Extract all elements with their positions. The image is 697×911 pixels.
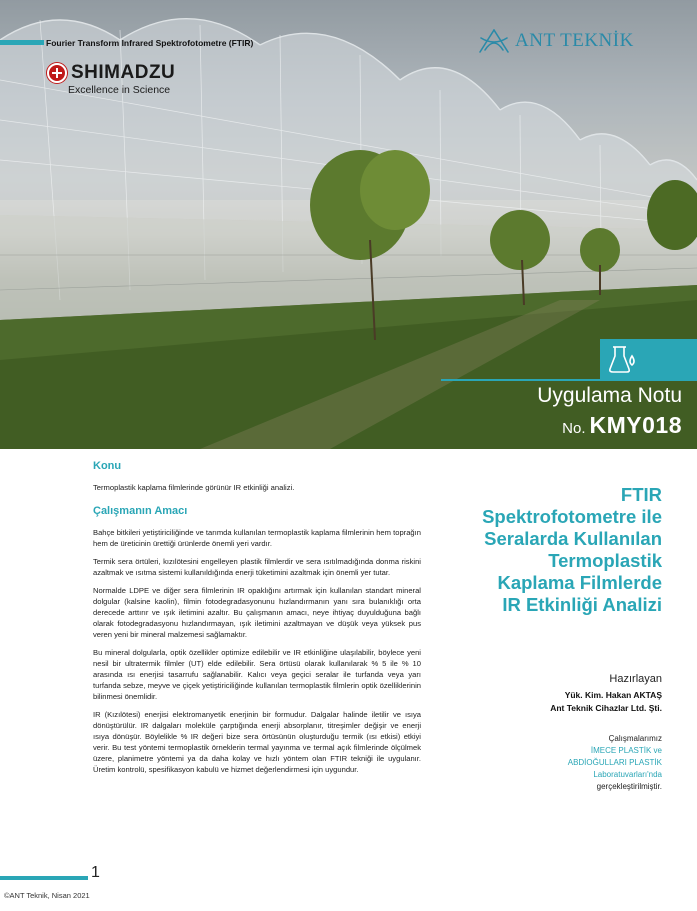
app-note-number-label: No. bbox=[562, 420, 586, 437]
title-line: Kaplama Filmlerde bbox=[497, 572, 662, 593]
lab-name: Laboratuvarları'nda bbox=[593, 770, 662, 779]
category-label: Fourier Transform Infrared Spektrofotometre (FTIR) bbox=[46, 38, 254, 48]
prepared-label: Hazırlayan bbox=[609, 673, 662, 685]
paragraph: Bu mineral dolgularla, optik özellikler optimize edilebilir ve IR etkinliğine ulaşılabilir, böylece yeni nesil bir ultratermik filmler (UT) elde edilebilir. Sera örtüsü olarak kullanılarak % 5 ile % 10 arasında ısı enerjisi tasarrufu sağlanabilir. Kalıcı veya geçici seralar ile turfanda veya yarı turfanda sebze, meyve ve çiçek yetiştiriciliğinde kullanılan termoplastik filmlerin optik özelliklerinin bilinmesi önemlidir. bbox=[93, 648, 421, 701]
copyright: ©ANT Teknik, Nisan 2021 bbox=[4, 891, 90, 900]
title-line: IR Etkinliği Analizi bbox=[502, 594, 662, 615]
ant-emblem-icon bbox=[477, 26, 511, 56]
app-note-divider bbox=[441, 379, 697, 381]
paragraph: IR (Kızılötesi) enerjisi elektromanyetik enerjinin bir formudur. Dalgalar halinde iletilir ve ısıya dönüştürülür. IR dalgaları moleküle çarptığında enerji absorplanır, titreşimler değişir ve enerji ısıya dönüşür. Böylelikle % IR değeri bize sera örtüsünün oluşturduğu termik (ısı etkisi) etkiyi verir. Bu test yöntemi termoplastik örneklerin termal yayınma ve termal açık filmlerinde ölçülmek üzere, planimetre yöntemi ya da daha kolay ve hızlı yöntem olan FTIR tekniği ile uygulanır. Üretim kontrolü, spesifikasyon kabulü ve hizmet değerlendirmesi için uygundur. bbox=[93, 710, 421, 774]
shimadzu-emblem-icon bbox=[47, 63, 67, 83]
work-credit bbox=[440, 733, 662, 793]
app-note-number-value: KMY018 bbox=[589, 412, 682, 438]
shimadzu-logo bbox=[47, 62, 175, 84]
footer-accent-bar bbox=[0, 876, 88, 880]
page-number: 1 bbox=[91, 864, 100, 881]
paragraph: Normalde LDPE ve diğer sera filmlerinin IR opaklığını artırmak için kullanılan standart mineral dolgular (kalsine kaolin), filmin fotodegradasyonunu hızlandırmanın yanı sıra bulanıklığı orta derecede arttırır ve ışık iletimini azaltır. Bu çalışmanın amacı, neye ihtiyaç duyulduğuna bağlı olarak fotodegradasyonu hızlandırmayan, ışık iletimini azaltmayan ve düşük veya yüksek pus veren yeni bir mineral malzemesi sağlamaktır. bbox=[93, 586, 421, 639]
work-label: Çalışmalarımız bbox=[608, 734, 662, 743]
konu-heading: Konu bbox=[93, 460, 122, 472]
title-line: Termoplastik bbox=[548, 550, 662, 571]
flask-drop-icon bbox=[605, 342, 639, 376]
title-line: FTIR bbox=[620, 484, 662, 505]
ant-teknik-logo bbox=[477, 26, 634, 56]
ant-teknik-wordmark: ANT TEKNİK bbox=[515, 30, 634, 51]
author-company: Ant Teknik Cihazlar Ltd. Şti. bbox=[550, 703, 662, 713]
amac-heading: Çalışmanın Amacı bbox=[93, 505, 188, 517]
top-accent-bar bbox=[0, 40, 44, 45]
shimadzu-wordmark: SHIMADZU bbox=[71, 62, 176, 83]
app-note-label: Uygulama Notu bbox=[537, 384, 682, 407]
paragraph: Termik sera örtüleri, kızılötesini engelleyen plastik filmlerdir ve sera ısıtılmadığında donma riskini azaltmak ve ısıtma sistemi kullanıldığında enerji tüketimini azaltmak için önemli yer tutar. bbox=[93, 557, 421, 577]
title-line: Spektrofotometre ile bbox=[482, 506, 662, 527]
prepared-by bbox=[440, 673, 662, 715]
lab-name: İMECE PLASTİK ve bbox=[590, 746, 662, 755]
title-line: Seralarda Kullanılan bbox=[484, 528, 662, 549]
paragraph: Bahçe bitkileri yetiştiriciliğinde ve tarımda kullanılan termoplastik kaplama filmlerinin hem toprağın hem de üreticinin ürettiği ürünlerde önemli yeri vardır. bbox=[93, 528, 421, 548]
shimadzu-tagline: Excellence in Science bbox=[68, 84, 171, 96]
konu-text: Termoplastik kaplama filmlerinde görünür IR etkinliği analizi. bbox=[93, 483, 295, 492]
app-note-number bbox=[460, 412, 682, 439]
lab-name: ABDİOĞULLARI PLASTİK bbox=[567, 758, 662, 767]
document-title bbox=[440, 484, 662, 616]
body-column bbox=[93, 460, 421, 782]
author-name: Yük. Kim. Hakan AKTAŞ bbox=[564, 690, 662, 700]
work-done: gerçekleştirilmiştir. bbox=[596, 782, 662, 791]
